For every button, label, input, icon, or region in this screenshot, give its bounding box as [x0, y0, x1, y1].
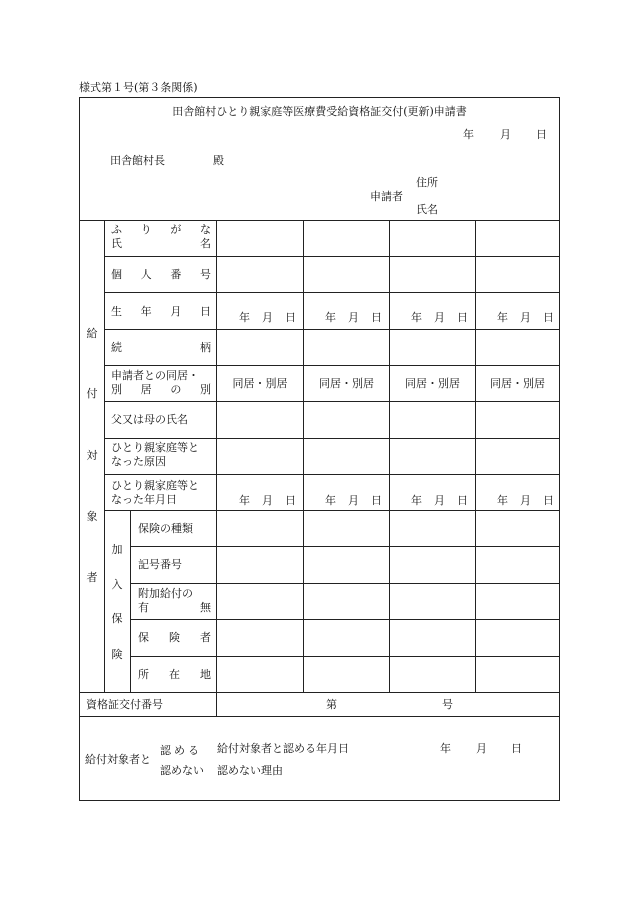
- form-title: 田舎館村ひとり親家庭等医療費受給資格証交付(更新)申請書: [172, 104, 467, 118]
- insurance-group-char: 保: [111, 612, 123, 625]
- honorific: 殿: [213, 154, 224, 167]
- insurance-type-label: 保険の種類: [138, 521, 193, 535]
- applicant-name-label: 氏名: [416, 203, 438, 216]
- single-parent-date-label: ひとり親家庭等と なった年月日: [111, 479, 199, 507]
- recipient-group-char: 対: [86, 449, 98, 462]
- relationship-label: 続 柄: [111, 340, 211, 354]
- individual-number-label: 個 人 番 号: [111, 267, 211, 281]
- insurance-group-char: 加: [111, 543, 123, 556]
- parent-name-label: 父又は母の氏名: [111, 413, 188, 426]
- addressee: 田舎館村長: [110, 154, 165, 167]
- cohabitation-cell-1: 同居・別居: [232, 376, 288, 390]
- certificate-number-suffix: 号: [442, 698, 453, 711]
- certificate-number-prefix: 第: [326, 698, 337, 711]
- birth-date-label: 生 年 月 日: [111, 304, 211, 318]
- single-parent-date-cell-4: 年 月 日: [497, 493, 554, 507]
- insurance-group-char: 入: [111, 578, 123, 591]
- certificate-number-label: 資格証交付番号: [86, 697, 163, 711]
- insurer-label: 保 険 者: [138, 631, 211, 644]
- application-day-label: 日: [536, 128, 547, 141]
- additional-benefit-label: 附加給付の 有 無: [138, 587, 211, 615]
- birth-date-cell-1: 年 月 日: [239, 310, 296, 324]
- cohabitation-cell-4: 同居・別居: [490, 376, 545, 390]
- recipient-group-char: 付: [86, 387, 98, 400]
- birth-date-cell-4: 年 月 日: [497, 310, 554, 324]
- form-number-label: 様式第１号(第３条関係): [79, 81, 198, 94]
- birth-date-cell-2: 年 月 日: [325, 310, 382, 324]
- single-parent-date-cell-3: 年 月 日: [411, 493, 468, 507]
- admit-year-label: 年: [440, 742, 451, 755]
- deny-reason-label: 認めない理由: [217, 764, 283, 777]
- applicant-label: 申請者: [370, 190, 403, 203]
- admit-day-label: 日: [511, 742, 522, 755]
- application-month-label: 月: [500, 128, 511, 141]
- admit-month-label: 月: [476, 742, 487, 755]
- admit-option: 認める: [160, 744, 202, 757]
- recipient-group-char: 者: [86, 571, 98, 584]
- cohabitation-label: 申請者との同居・ 別 居 の 別: [111, 369, 211, 397]
- insurance-group-char: 険: [111, 648, 123, 661]
- furigana-name-label: ふ り が な 氏 名: [111, 223, 211, 251]
- recipient-group-char: 給: [86, 327, 98, 340]
- single-parent-date-cell-2: 年 月 日: [325, 493, 382, 507]
- cohabitation-cell-3: 同居・別居: [405, 376, 460, 390]
- applicant-address-label: 住所: [416, 176, 438, 189]
- birth-date-cell-3: 年 月 日: [411, 310, 468, 324]
- cohabitation-cell-2: 同居・別居: [319, 376, 374, 390]
- approval-label: 給付対象者と: [85, 753, 151, 766]
- admit-date-label: 給付対象者と認める年月日: [217, 742, 349, 755]
- application-year-label: 年: [463, 128, 474, 141]
- location-label: 所 在 地: [138, 667, 211, 681]
- single-parent-cause-label: ひとり親家庭等と なった原因: [111, 441, 199, 469]
- deny-option: 認めない: [160, 764, 204, 777]
- recipient-group-char: 象: [86, 510, 98, 523]
- application-form: [79, 97, 560, 801]
- symbol-number-label: 記号番号: [138, 558, 182, 571]
- single-parent-date-cell-1: 年 月 日: [239, 493, 296, 507]
